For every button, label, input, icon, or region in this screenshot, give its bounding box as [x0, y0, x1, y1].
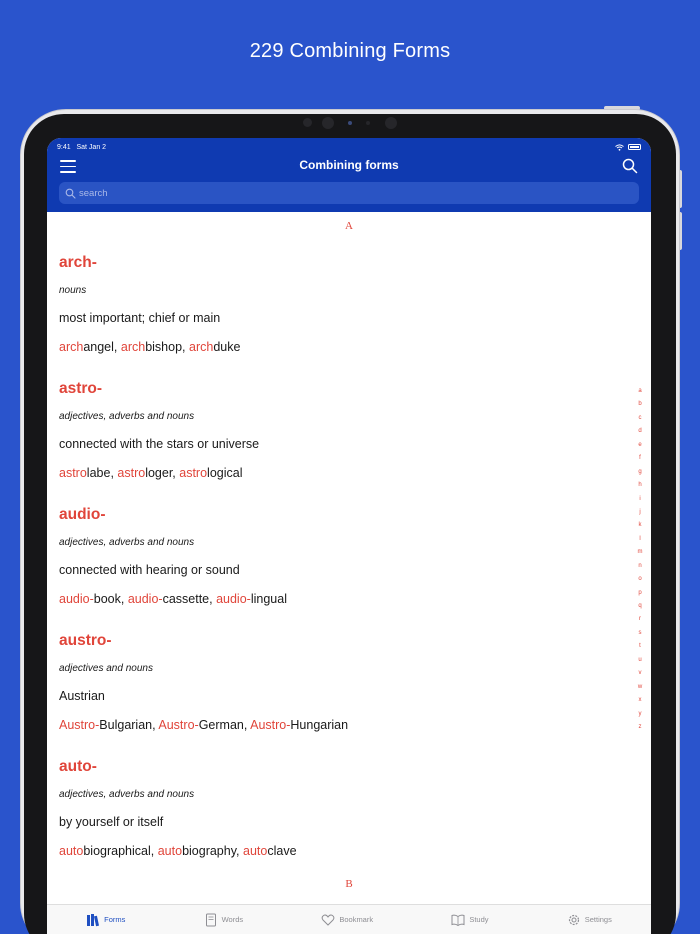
tab-label: Forms — [104, 915, 126, 924]
index-letter-w[interactable]: w — [637, 683, 643, 690]
example-prefix: auto — [157, 844, 183, 858]
example-prefix: auto — [243, 844, 268, 858]
entry-examples — [59, 340, 240, 354]
tab-forms[interactable] — [86, 913, 125, 927]
index-letter-d[interactable]: d — [638, 428, 642, 435]
index-letter-x[interactable]: x — [638, 697, 642, 704]
example-rest: Bulgarian — [99, 718, 153, 732]
index-letter-n[interactable]: n — [638, 562, 642, 569]
example-rest: logical — [207, 466, 243, 480]
entry-examples — [59, 592, 287, 606]
index-letter-m[interactable]: m — [637, 549, 643, 556]
example-prefix: arch — [120, 340, 146, 354]
example-rest: duke — [213, 340, 241, 354]
index-letter-l[interactable]: l — [639, 535, 641, 542]
navigation-bar — [47, 138, 651, 212]
status-time-date — [57, 144, 106, 151]
example-separator: , — [172, 466, 180, 480]
index-letter-p[interactable]: p — [638, 589, 642, 596]
entry-meaning: connected with the stars or universe — [59, 437, 260, 451]
example-rest: cassette — [162, 592, 210, 606]
entry-part-of-speech: nouns — [59, 285, 87, 296]
search-icon[interactable] — [622, 158, 638, 174]
example-rest: Hungarian — [290, 718, 349, 732]
books-icon — [86, 913, 100, 927]
entry-part-of-speech: adjectives and nouns — [59, 663, 153, 674]
entry-part-of-speech: adjectives, adverbs and nouns — [59, 411, 195, 422]
tab-bookmark[interactable] — [321, 913, 373, 927]
example-rest: biography — [182, 844, 237, 858]
example-separator: , — [150, 844, 158, 858]
example-rest: lingual — [250, 592, 287, 606]
camera-indicator-icon — [348, 121, 352, 125]
entry-meaning: connected with hearing or sound — [59, 563, 240, 577]
example-separator: , — [120, 592, 128, 606]
entry-meaning: Austrian — [59, 689, 105, 703]
wifi-icon — [615, 144, 624, 151]
forms-list — [47, 212, 651, 904]
section-header-b: B — [345, 878, 353, 890]
index-letter-b[interactable]: b — [638, 401, 642, 408]
search-field-icon — [65, 188, 76, 199]
index-letter-r[interactable]: r — [639, 616, 641, 623]
example-prefix: arch — [59, 340, 84, 354]
example-prefix: audio- — [127, 592, 163, 606]
index-letter-u[interactable]: u — [638, 656, 642, 663]
section-header-a: A — [345, 220, 353, 232]
tab-label: Words — [221, 915, 244, 924]
ambient-sensor-icon — [366, 121, 370, 125]
example-prefix: auto — [59, 844, 84, 858]
example-prefix: Austro- — [158, 718, 199, 732]
entry-term: astro- — [59, 380, 103, 397]
example-prefix: astro — [179, 466, 208, 480]
example-rest: bishop — [145, 340, 183, 354]
index-letter-g[interactable]: g — [638, 468, 642, 475]
entry-term: audio- — [59, 506, 106, 523]
example-separator: , — [110, 466, 118, 480]
example-separator: , — [182, 340, 189, 354]
entry-part-of-speech: adjectives, adverbs and nouns — [59, 537, 195, 548]
example-prefix: audio- — [59, 592, 94, 606]
index-letter-h[interactable]: h — [638, 482, 642, 489]
example-prefix: astro — [117, 466, 146, 480]
index-letter-a[interactable]: a — [638, 388, 642, 394]
index-letter-c[interactable]: c — [638, 414, 642, 421]
face-id-sensor-icon — [385, 117, 397, 129]
tab-bar — [47, 904, 651, 934]
book-icon — [204, 913, 218, 927]
index-letter-t[interactable]: t — [639, 643, 641, 650]
status-indicators — [615, 144, 641, 151]
search-bar[interactable] — [59, 182, 639, 204]
example-prefix: Austro- — [59, 718, 100, 732]
entry-meaning: by yourself or itself — [59, 815, 164, 829]
index-letter-v[interactable]: v — [638, 670, 642, 677]
tab-study[interactable] — [451, 913, 488, 927]
camera-sensor-icon — [303, 118, 312, 127]
search-input[interactable] — [79, 188, 619, 199]
page-title: Combining forms — [299, 158, 399, 172]
example-separator: , — [243, 718, 251, 732]
index-letter-z[interactable]: z — [638, 723, 642, 730]
example-separator: , — [236, 844, 243, 858]
example-prefix: arch — [189, 340, 214, 354]
index-letter-s[interactable]: s — [638, 629, 642, 636]
entry-term: arch- — [59, 254, 97, 271]
promo-headline: 229 Combining Forms — [249, 40, 451, 62]
status-time: 9:41 — [57, 143, 71, 151]
index-letter-e[interactable]: e — [638, 441, 642, 448]
open-book-icon — [451, 913, 465, 927]
tab-label: Bookmark — [339, 915, 374, 924]
example-rest: loger — [145, 466, 173, 480]
example-rest: German — [198, 718, 244, 732]
entry-part-of-speech: adjectives, adverbs and nouns — [59, 789, 195, 800]
tab-settings[interactable] — [567, 913, 612, 927]
example-separator: , — [209, 592, 217, 606]
entry-examples — [59, 718, 348, 732]
status-bar — [57, 141, 641, 153]
example-rest: biographical — [83, 844, 151, 858]
index-letter-k[interactable]: k — [638, 522, 642, 529]
app-screen — [47, 138, 651, 934]
entry-term: austro- — [59, 632, 112, 649]
example-rest: labe — [86, 466, 111, 480]
entry-examples — [59, 466, 242, 480]
heart-icon — [321, 913, 335, 927]
gear-icon — [567, 913, 581, 927]
index-letter-y[interactable]: y — [638, 710, 642, 717]
example-prefix: astro — [59, 466, 87, 480]
entry-meaning: most important; chief or main — [59, 311, 221, 325]
tab-words[interactable] — [204, 913, 244, 927]
index-letter-o[interactable]: o — [638, 576, 642, 583]
example-prefix: Austro- — [250, 718, 291, 732]
tab-label: Study — [469, 915, 489, 924]
example-rest: angel — [83, 340, 114, 354]
battery-icon — [628, 144, 641, 150]
tab-label: Settings — [584, 915, 612, 924]
camera-lens-icon — [322, 117, 334, 129]
index-letter-f[interactable]: f — [639, 455, 641, 462]
index-letter-q[interactable]: q — [638, 603, 642, 609]
entry-examples — [59, 844, 297, 858]
example-separator: , — [152, 718, 159, 732]
entry-term: auto- — [59, 758, 97, 775]
index-letter-j[interactable]: j — [639, 508, 641, 515]
status-date: Sat Jan 2 — [76, 143, 107, 151]
alphabet-index[interactable] — [635, 385, 645, 734]
index-letter-i[interactable]: i — [639, 495, 641, 502]
example-rest: book — [93, 592, 121, 606]
example-prefix: audio- — [216, 592, 251, 606]
example-rest: clave — [267, 844, 297, 858]
example-separator: , — [113, 340, 121, 354]
